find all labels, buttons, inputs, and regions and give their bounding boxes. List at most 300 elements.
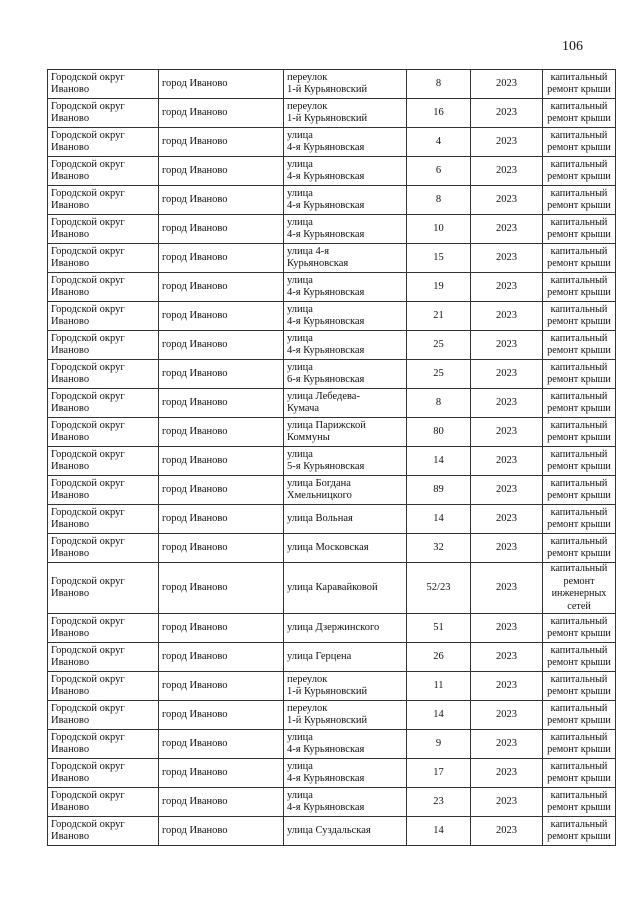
house-number-cell: 26 (407, 643, 471, 672)
work-type-cell-line: ремонт крыши (547, 258, 611, 269)
district-cell (48, 128, 159, 157)
district-cell-line: Иваново (51, 548, 90, 559)
district-cell (48, 643, 159, 672)
work-type-cell (543, 186, 616, 215)
street-cell-line: улица Вольная (287, 512, 353, 524)
district-cell-line: Иваново (51, 461, 90, 472)
page-number: 106 (562, 39, 583, 54)
work-type-cell-line: ремонт крыши (547, 657, 611, 668)
house-number-cell: 25 (407, 331, 471, 360)
district-cell (48, 418, 159, 447)
table-row (48, 186, 616, 215)
city-cell: город Иваново (159, 331, 284, 360)
street-cell (284, 534, 407, 563)
work-type-cell-line: капитальный (550, 71, 608, 83)
work-type-cell-line: капитальный (550, 245, 608, 257)
street-cell-line: переулок (287, 71, 328, 83)
work-type-cell-line: капитальный (550, 129, 608, 141)
work-type-cell-line: ремонт крыши (547, 403, 611, 414)
district-cell-line: Иваново (51, 316, 90, 327)
street-cell-line: улица (287, 187, 313, 199)
street-cell-line: 4-я Курьяновская (287, 773, 365, 784)
house-number-cell: 8 (407, 186, 471, 215)
year-cell: 2023 (471, 215, 543, 244)
work-type-cell-line: ремонт крыши (547, 628, 611, 639)
house-number-cell: 89 (407, 476, 471, 505)
year-cell: 2023 (471, 730, 543, 759)
city-cell: город Иваново (159, 157, 284, 186)
year-cell: 2023 (471, 360, 543, 389)
street-cell (284, 476, 407, 505)
district-cell-line: Городской округ (51, 644, 125, 656)
street-cell (284, 360, 407, 389)
work-type-cell-line: инженерных (551, 588, 607, 599)
district-cell (48, 817, 159, 846)
work-type-cell (543, 360, 616, 389)
street-cell (284, 128, 407, 157)
work-type-cell (543, 672, 616, 701)
street-cell (284, 563, 407, 614)
table-row (48, 817, 616, 846)
work-type-cell-line: капитальный (550, 702, 608, 714)
street-cell (284, 389, 407, 418)
work-type-cell-line: сетей (567, 600, 591, 612)
district-cell-line: Иваново (51, 802, 90, 813)
table-row (48, 563, 616, 614)
district-cell (48, 476, 159, 505)
year-cell: 2023 (471, 70, 543, 99)
house-number-cell: 6 (407, 157, 471, 186)
district-cell-line: Городской округ (51, 303, 125, 315)
district-cell (48, 389, 159, 418)
work-type-cell-line: капитальный (550, 187, 608, 199)
house-number-cell: 14 (407, 701, 471, 730)
work-type-cell (543, 447, 616, 476)
district-cell (48, 331, 159, 360)
table-row (48, 215, 616, 244)
year-cell: 2023 (471, 186, 543, 215)
street-cell-line: 6-я Курьяновская (287, 374, 365, 385)
district-cell-line: Иваново (51, 374, 90, 385)
table-row (48, 302, 616, 331)
city-cell: город Иваново (159, 788, 284, 817)
work-type-cell-line: ремонт крыши (547, 200, 611, 211)
street-cell-line: улица (287, 216, 313, 228)
year-cell: 2023 (471, 614, 543, 643)
work-type-cell-line: ремонт крыши (547, 519, 611, 530)
city-cell: город Иваново (159, 759, 284, 788)
district-cell (48, 99, 159, 128)
work-type-cell-line: ремонт крыши (547, 802, 611, 813)
city-cell: город Иваново (159, 186, 284, 215)
district-cell-line: Городской округ (51, 245, 125, 257)
street-cell-line: Хмельницкого (287, 490, 352, 501)
work-type-cell-line: ремонт крыши (547, 490, 611, 501)
district-cell-line: Городской округ (51, 187, 125, 199)
work-type-cell (543, 389, 616, 418)
street-cell-line: улица (287, 448, 313, 460)
city-cell: город Иваново (159, 215, 284, 244)
district-cell-line: Иваново (51, 229, 90, 240)
year-cell: 2023 (471, 331, 543, 360)
work-type-cell (543, 788, 616, 817)
street-cell-line: 1-й Курьяновский (287, 113, 368, 124)
work-type-cell-line: ремонт крыши (547, 171, 611, 182)
district-cell-line: Иваново (51, 113, 90, 124)
table-row (48, 614, 616, 643)
work-type-cell-line: ремонт крыши (547, 229, 611, 240)
table-row (48, 643, 616, 672)
district-cell-line: Иваново (51, 142, 90, 153)
district-cell (48, 788, 159, 817)
work-type-cell-line: капитальный (550, 563, 608, 574)
work-type-cell-line: капитальный (550, 789, 608, 801)
street-cell-line: улица (287, 760, 313, 772)
year-cell: 2023 (471, 447, 543, 476)
street-cell-line: улица Московская (287, 541, 369, 553)
year-cell: 2023 (471, 563, 543, 614)
district-cell-line: Иваново (51, 287, 90, 298)
street-cell-line: улица Парижской (287, 419, 366, 431)
district-cell-line: Иваново (51, 403, 90, 414)
street-cell-line: улица Суздальская (287, 824, 371, 836)
district-cell (48, 360, 159, 389)
district-cell-line: Городской округ (51, 390, 125, 402)
house-number-cell: 9 (407, 730, 471, 759)
year-cell: 2023 (471, 643, 543, 672)
table-row (48, 157, 616, 186)
table-row (48, 505, 616, 534)
street-cell (284, 186, 407, 215)
work-type-cell-line: капитальный (550, 303, 608, 315)
street-cell-line: 4-я Курьяновская (287, 802, 365, 813)
street-cell-line: улица (287, 789, 313, 801)
year-cell: 2023 (471, 244, 543, 273)
district-cell-line: Иваново (51, 171, 90, 182)
work-type-cell-line: капитальный (550, 731, 608, 743)
table-row (48, 534, 616, 563)
house-number-cell: 19 (407, 273, 471, 302)
city-cell: город Иваново (159, 418, 284, 447)
work-type-cell-line: ремонт крыши (547, 113, 611, 124)
district-cell-line: Городской округ (51, 575, 125, 587)
city-cell: город Иваново (159, 672, 284, 701)
district-cell-line: Иваново (51, 432, 90, 443)
street-cell-line: улица (287, 274, 313, 286)
city-cell: город Иваново (159, 302, 284, 331)
repair-registry-table (47, 69, 616, 846)
street-cell (284, 643, 407, 672)
district-cell-line: Городской округ (51, 448, 125, 460)
district-cell-line: Иваново (51, 84, 90, 95)
district-cell (48, 302, 159, 331)
house-number-cell: 14 (407, 817, 471, 846)
street-cell (284, 273, 407, 302)
year-cell: 2023 (471, 534, 543, 563)
district-cell (48, 614, 159, 643)
district-cell-line: Городской округ (51, 361, 125, 373)
house-number-cell: 51 (407, 614, 471, 643)
street-cell (284, 99, 407, 128)
district-cell-line: Иваново (51, 773, 90, 784)
work-type-cell-line: капитальный (550, 673, 608, 685)
table-row (48, 389, 616, 418)
work-type-cell-line: ремонт (563, 575, 595, 587)
year-cell: 2023 (471, 128, 543, 157)
city-cell: город Иваново (159, 730, 284, 759)
street-cell-line: 1-й Курьяновский (287, 715, 368, 726)
work-type-cell-line: капитальный (550, 158, 608, 170)
street-cell (284, 817, 407, 846)
city-cell: город Иваново (159, 614, 284, 643)
table-row (48, 360, 616, 389)
street-cell-line: улица Лебедева- (287, 390, 360, 402)
street-cell-line: улица Богдана (287, 477, 351, 489)
year-cell: 2023 (471, 389, 543, 418)
work-type-cell (543, 730, 616, 759)
district-cell (48, 701, 159, 730)
district-cell-line: Городской округ (51, 419, 125, 431)
work-type-cell (543, 701, 616, 730)
work-type-cell-line: капитальный (550, 419, 608, 431)
work-type-cell (543, 505, 616, 534)
work-type-cell (543, 534, 616, 563)
street-cell (284, 505, 407, 534)
district-cell (48, 244, 159, 273)
street-cell (284, 759, 407, 788)
street-cell (284, 701, 407, 730)
district-cell (48, 505, 159, 534)
street-cell (284, 331, 407, 360)
work-type-cell-line: ремонт крыши (547, 686, 611, 697)
table-row (48, 331, 616, 360)
work-type-cell (543, 99, 616, 128)
work-type-cell-line: капитальный (550, 818, 608, 830)
street-cell-line: 4-я Курьяновская (287, 142, 365, 153)
street-cell-line: 4-я Курьяновская (287, 229, 365, 240)
street-cell (284, 215, 407, 244)
street-cell-line: 4-я Курьяновская (287, 744, 365, 755)
street-cell (284, 730, 407, 759)
street-cell-line: Курьяновская (287, 258, 349, 269)
street-cell-line: 4-я Курьяновская (287, 287, 365, 298)
work-type-cell-line: капитальный (550, 535, 608, 547)
street-cell-line: Коммуны (287, 432, 330, 443)
street-cell (284, 788, 407, 817)
street-cell-line: улица Каравайковой (287, 581, 378, 593)
work-type-cell (543, 128, 616, 157)
district-cell-line: Иваново (51, 715, 90, 726)
street-cell-line: улица (287, 731, 313, 743)
work-type-cell-line: ремонт крыши (547, 374, 611, 385)
street-cell-line: улица (287, 129, 313, 141)
work-type-cell-line: капитальный (550, 477, 608, 489)
city-cell: город Иваново (159, 563, 284, 614)
table-row (48, 447, 616, 476)
district-cell-line: Городской округ (51, 71, 125, 83)
street-cell (284, 418, 407, 447)
work-type-cell-line: капитальный (550, 332, 608, 344)
street-cell-line: 1-й Курьяновский (287, 84, 368, 95)
street-cell (284, 70, 407, 99)
year-cell: 2023 (471, 759, 543, 788)
work-type-cell-line: ремонт крыши (547, 461, 611, 472)
city-cell: город Иваново (159, 505, 284, 534)
table-row (48, 701, 616, 730)
work-type-cell (543, 157, 616, 186)
table-body (48, 70, 616, 846)
city-cell: город Иваново (159, 128, 284, 157)
street-cell-line: 4-я Курьяновская (287, 200, 365, 211)
district-cell-line: Городской округ (51, 477, 125, 489)
work-type-cell-line: капитальный (550, 760, 608, 772)
city-cell: город Иваново (159, 447, 284, 476)
district-cell-line: Иваново (51, 200, 90, 211)
district-cell (48, 273, 159, 302)
house-number-cell: 52/23 (407, 563, 471, 614)
district-cell-line: Иваново (51, 345, 90, 356)
table-row (48, 99, 616, 128)
year-cell: 2023 (471, 99, 543, 128)
work-type-cell-line: ремонт крыши (547, 287, 611, 298)
house-number-cell: 8 (407, 70, 471, 99)
work-type-cell-line: ремонт крыши (547, 831, 611, 842)
district-cell (48, 672, 159, 701)
work-type-cell-line: капитальный (550, 390, 608, 402)
work-type-cell (543, 244, 616, 273)
house-number-cell: 4 (407, 128, 471, 157)
district-cell (48, 563, 159, 614)
district-cell (48, 215, 159, 244)
district-cell-line: Городской округ (51, 332, 125, 344)
work-type-cell-line: ремонт крыши (547, 142, 611, 153)
district-cell (48, 157, 159, 186)
city-cell: город Иваново (159, 360, 284, 389)
year-cell: 2023 (471, 157, 543, 186)
work-type-cell (543, 302, 616, 331)
street-cell-line: улица (287, 332, 313, 344)
street-cell (284, 244, 407, 273)
year-cell: 2023 (471, 302, 543, 331)
work-type-cell (543, 70, 616, 99)
year-cell: 2023 (471, 505, 543, 534)
work-type-cell (543, 563, 616, 614)
district-cell-line: Городской округ (51, 789, 125, 801)
district-cell-line: Иваново (51, 831, 90, 842)
district-cell-line: Иваново (51, 744, 90, 755)
street-cell-line: улица 4-я (287, 245, 330, 257)
table-row (48, 128, 616, 157)
street-cell (284, 447, 407, 476)
work-type-cell-line: ремонт крыши (547, 773, 611, 784)
house-number-cell: 15 (407, 244, 471, 273)
street-cell-line: 4-я Курьяновская (287, 171, 365, 182)
street-cell-line: 1-й Курьяновский (287, 686, 368, 697)
district-cell (48, 759, 159, 788)
work-type-cell-line: ремонт крыши (547, 744, 611, 755)
city-cell: город Иваново (159, 244, 284, 273)
district-cell-line: Иваново (51, 657, 90, 668)
city-cell: город Иваново (159, 476, 284, 505)
street-cell (284, 157, 407, 186)
year-cell: 2023 (471, 817, 543, 846)
district-cell-line: Городской округ (51, 731, 125, 743)
district-cell-line: Городской округ (51, 274, 125, 286)
street-cell-line: Кумача (287, 403, 320, 414)
work-type-cell-line: капитальный (550, 644, 608, 656)
work-type-cell (543, 215, 616, 244)
city-cell: город Иваново (159, 273, 284, 302)
district-cell-line: Городской округ (51, 673, 125, 685)
street-cell-line: улица (287, 303, 313, 315)
house-number-cell: 32 (407, 534, 471, 563)
street-cell (284, 672, 407, 701)
district-cell (48, 70, 159, 99)
city-cell: город Иваново (159, 70, 284, 99)
work-type-cell-line: ремонт крыши (547, 548, 611, 559)
district-cell (48, 447, 159, 476)
year-cell: 2023 (471, 788, 543, 817)
house-number-cell: 80 (407, 418, 471, 447)
work-type-cell-line: капитальный (550, 448, 608, 460)
table-row (48, 244, 616, 273)
street-cell-line: улица Дзержинского (287, 621, 380, 633)
work-type-cell-line: капитальный (550, 274, 608, 286)
work-type-cell-line: ремонт крыши (547, 345, 611, 356)
work-type-cell-line: ремонт крыши (547, 316, 611, 327)
house-number-cell: 23 (407, 788, 471, 817)
table-row (48, 273, 616, 302)
house-number-cell: 14 (407, 505, 471, 534)
district-cell-line: Городской округ (51, 818, 125, 830)
district-cell-line: Городской округ (51, 702, 125, 714)
street-cell-line: улица Герцена (287, 650, 352, 662)
district-cell-line: Городской округ (51, 506, 125, 518)
street-cell-line: переулок (287, 100, 328, 112)
house-number-cell: 10 (407, 215, 471, 244)
street-cell-line: улица (287, 158, 313, 170)
table-row (48, 730, 616, 759)
district-cell-line: Городской округ (51, 216, 125, 228)
street-cell-line: 4-я Курьяновская (287, 345, 365, 356)
district-cell (48, 730, 159, 759)
work-type-cell-line: ремонт крыши (547, 715, 611, 726)
table-row (48, 70, 616, 99)
work-type-cell-line: капитальный (550, 615, 608, 627)
year-cell: 2023 (471, 701, 543, 730)
district-cell-line: Городской округ (51, 100, 125, 112)
work-type-cell-line: капитальный (550, 216, 608, 228)
house-number-cell: 25 (407, 360, 471, 389)
city-cell: город Иваново (159, 643, 284, 672)
street-cell-line: 4-я Курьяновская (287, 316, 365, 327)
street-cell (284, 614, 407, 643)
work-type-cell-line: ремонт крыши (547, 84, 611, 95)
street-cell-line: 5-я Курьяновская (287, 461, 365, 472)
street-cell-line: переулок (287, 673, 328, 685)
house-number-cell: 8 (407, 389, 471, 418)
table-row (48, 418, 616, 447)
district-cell-line: Иваново (51, 258, 90, 269)
year-cell: 2023 (471, 476, 543, 505)
district-cell-line: Городской округ (51, 760, 125, 772)
city-cell: город Иваново (159, 534, 284, 563)
work-type-cell-line: капитальный (550, 100, 608, 112)
work-type-cell (543, 643, 616, 672)
work-type-cell-line: ремонт крыши (547, 432, 611, 443)
year-cell: 2023 (471, 273, 543, 302)
table-row (48, 759, 616, 788)
